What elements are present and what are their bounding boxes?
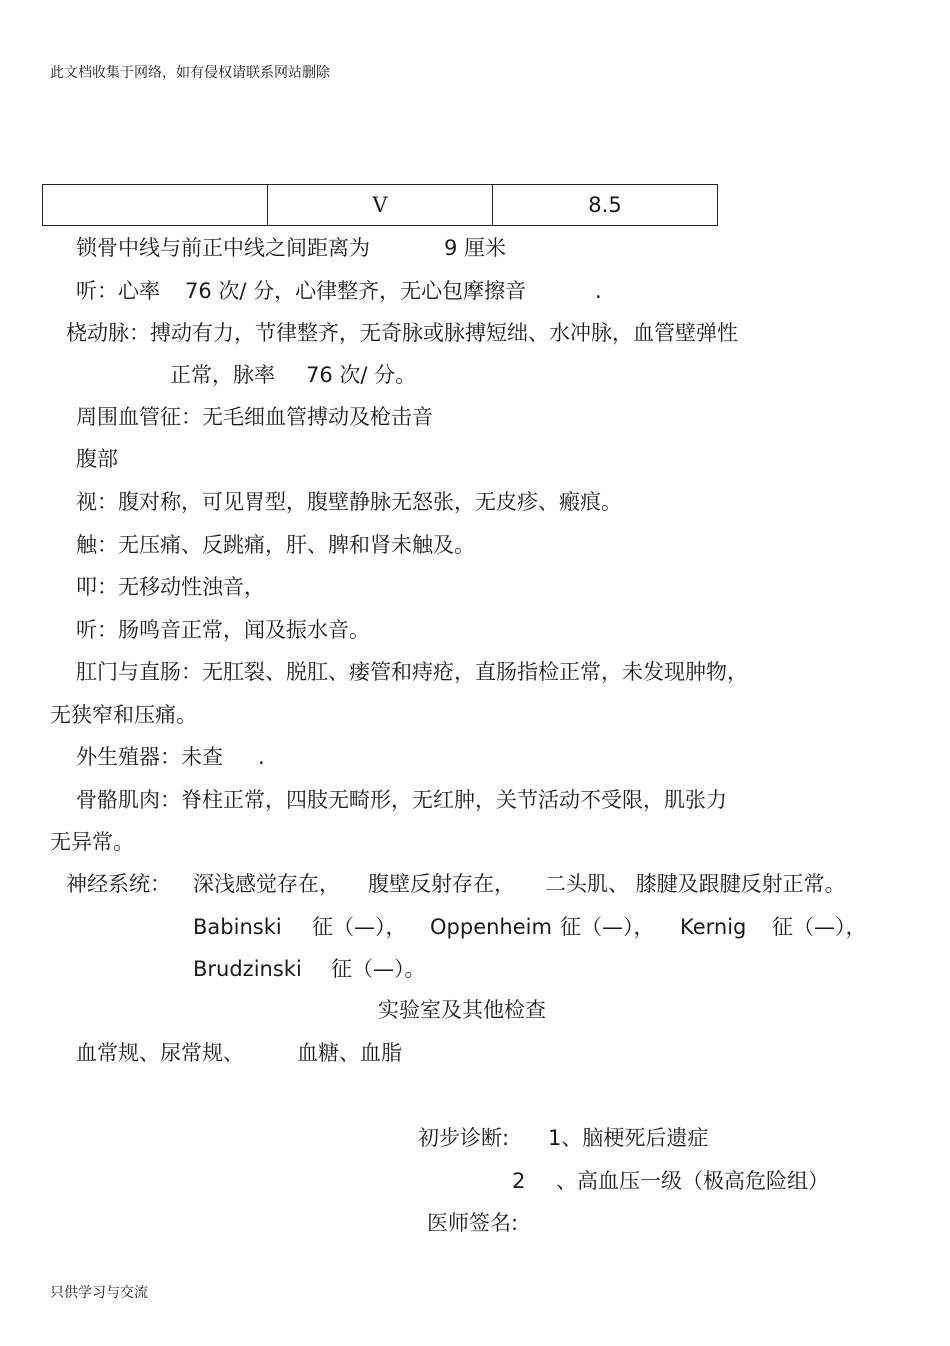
heart-label: 听：心率 (76, 279, 160, 303)
anus-line-1: 肛门与直肠：无肛裂、脱肛、瘘管和痔疮，直肠指检正常，未发现肿物， (76, 660, 748, 684)
neuro-label: 神经系统： (66, 872, 171, 896)
clavicle-line: 锁骨中线与前正中线之间距离为 (76, 236, 370, 260)
diagnosis-label: 初步诊断: (418, 1126, 510, 1150)
genital-line: 外生殖器：未查 (76, 745, 223, 769)
diagnosis-item-2-number: 2 (512, 1169, 526, 1193)
neuro-kernig-sign: 征（—）， (772, 915, 867, 939)
table-cell: V (268, 185, 493, 226)
table-cell (43, 185, 268, 226)
diagnosis-item-1: 1、脑梗死后遗症 (548, 1126, 709, 1150)
measurement-table (42, 184, 718, 226)
table-row (43, 185, 718, 226)
diagnosis-item-2: 、高血压一级（极高危险组） (556, 1169, 829, 1193)
inspect-line: 视：腹对称，可见胃型，腹壁静脉无怒张，无皮疹、瘢痕。 (76, 490, 622, 514)
neuro-text-1c: 二头肌、 膝腱及跟腱反射正常。 (545, 872, 846, 896)
genital-dot: . (258, 745, 265, 769)
radial-line-2: 正常，脉率 (170, 363, 275, 387)
anus-line-2: 无狭窄和压痛。 (50, 703, 197, 727)
table-cell: 8.5 (493, 185, 718, 226)
header-note: 此文档收集于网络，如有侵权请联系网站删除 (50, 65, 330, 81)
lab-tests-b: 血糖、血脂 (297, 1041, 402, 1065)
msk-line-1: 骨骼肌肉：脊柱正常，四肢无畸形，无红肿，关节活动不受限，肌张力 (76, 788, 727, 812)
heart-dot: . (595, 279, 602, 303)
footer-note: 只供学习与交流 (50, 1285, 148, 1301)
neuro-brudzinski-sign: 征（—）。 (331, 957, 426, 981)
lab-tests-a: 血常规、尿常规、 (76, 1041, 244, 1065)
neuro-babinski: Babinski (193, 915, 282, 939)
neuro-babinski-sign: 征（—）， (312, 915, 407, 939)
neuro-kernig: Kernig (680, 915, 747, 939)
heart-text: 76 次/ 分，心律整齐，无心包摩擦音 (185, 279, 527, 303)
percuss-line: 叩：无移动性浊音， (76, 575, 265, 599)
palpate-line: 触：无压痛、反跳痛，肝、脾和肾未触及。 (76, 533, 475, 557)
neuro-oppenheim: Oppenheim (430, 915, 552, 939)
msk-line-2: 无异常。 (50, 830, 134, 854)
doctor-signature-label: 医师签名: (427, 1211, 519, 1235)
vessel-line: 周围血管征：无毛细血管搏动及枪击音 (76, 405, 433, 429)
neuro-text-1a: 深浅感觉存在， (193, 872, 340, 896)
auscult-line: 听：肠鸣音正常，闻及振水音。 (76, 618, 370, 642)
abdomen-heading: 腹部 (76, 447, 118, 471)
clavicle-value: 9 厘米 (444, 236, 507, 260)
radial-line-1: 桡动脉：搏动有力，节律整齐，无奇脉或脉搏短绌、水冲脉，血管壁弹性 (66, 321, 738, 345)
lab-title: 实验室及其他检查 (378, 998, 546, 1022)
neuro-brudzinski: Brudzinski (193, 957, 302, 981)
radial-rate: 76 次/ 分。 (306, 363, 417, 387)
neuro-text-1b: 腹壁反射存在， (368, 872, 515, 896)
neuro-oppenheim-sign: 征（—）， (560, 915, 655, 939)
